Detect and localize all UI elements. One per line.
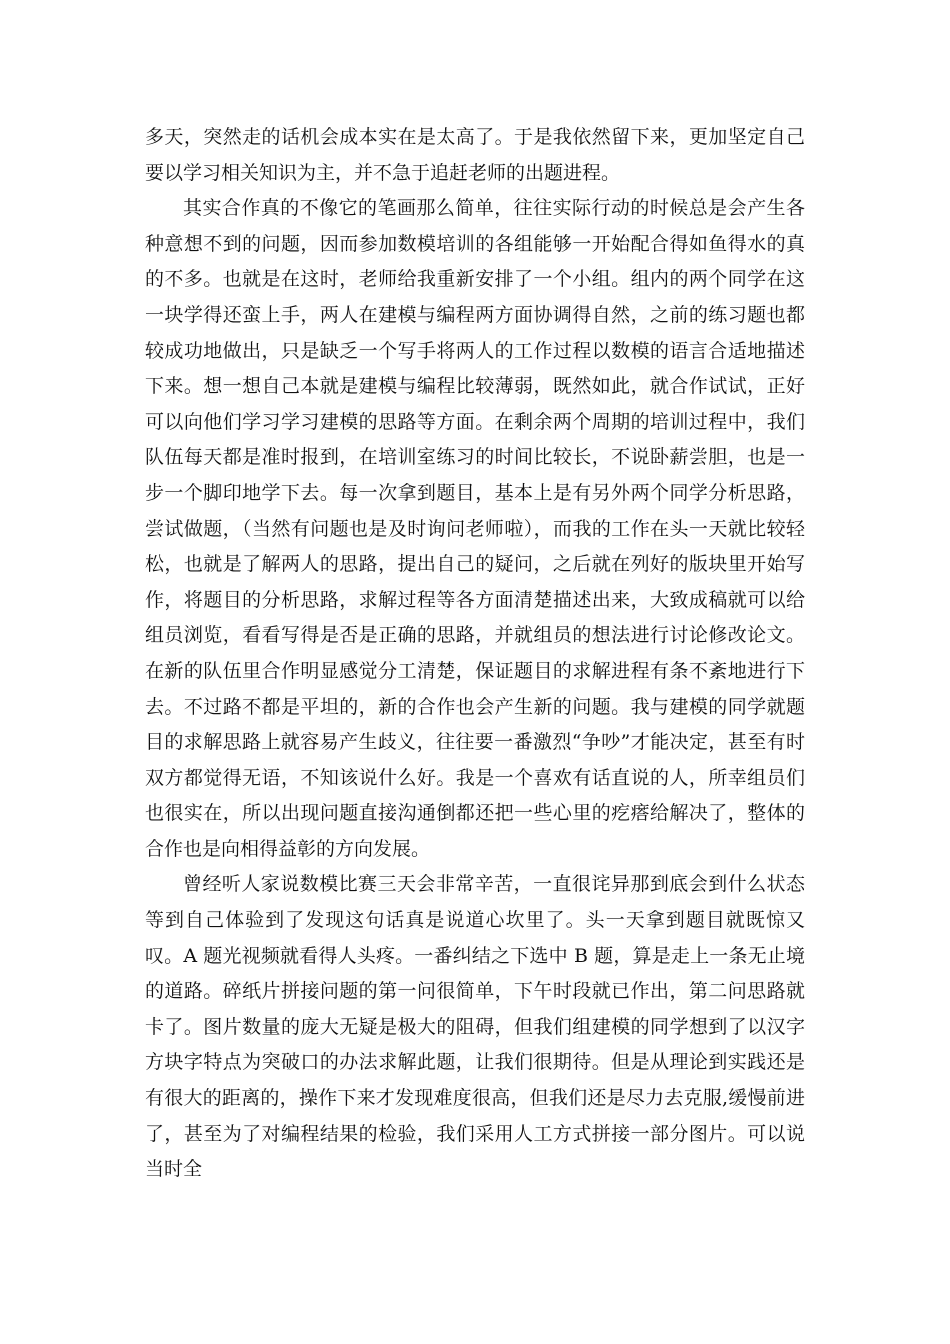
paragraph-3: 曾经听人家说数模比赛三天会非常辛苦，一直很诧异那到底会到什么状态等到自己体验到了发现这句话真是说道心坎里了。头一天拿到题目就既惊又叹。A 题光视频就看得人头疼。一番纠结之下选中 B 题，算是走上一条无止境的道路。碎纸片拼接问题的第一问很简单，下午时段就已作出，第二问思路就卡了。图片数量的庞大无疑是极大的阻碍，但我们组建模的同学想到了以汉字方块字特点为突破口的办法求解此题，让我们很期待。但是从理论到实践还是有很大的距离的，操作下来才发现难度很高，但我们还是尽力去克服,缓慢前进了，甚至为了对编程结果的检验，我们采用人工方式拼接一部分图片。可以说当时全	[145, 873, 805, 1181]
document-body	[145, 120, 805, 1188]
paragraph-1: 多天，突然走的话机会成本实在是太高了。于是我依然留下来，更加坚定自己要以学习相关知识为主，并不急于追赶老师的出题进程。	[145, 126, 805, 184]
paragraph-2: 其实合作真的不像它的笔画那么简单，往往实际行动的时候总是会产生各种意想不到的问题，因而参加数模培训的各组能够一开始配合得如鱼得水的真的不多。也就是在这时，老师给我重新安排了一个小组。组内的两个同学在这一块学得还蛮上手，两人在建模与编程两方面协调得自然，之前的练习题也都较成功地做出，只是缺乏一个写手将两人的工作过程以数模的语言合适地描述下来。想一想自己本就是建模与编程比较薄弱，既然如此，就合作试试，正好可以向他们学习学习建模的思路等方面。在剩余两个周期的培训过程中，我们队伍每天都是准时报到，在培训室练习的时间比较长，不说卧薪尝胆，也是一步一个脚印地学下去。每一次拿到题目，基本上是有另外两个同学分析思路，尝试做题，（当然有问题也是及时询问老师啦），而我的工作在头一天就比较轻松，也就是了解两人的思路，提出自己的疑问，之后就在列好的版块里开始写作，将题目的分析思路，求解过程等各方面清楚描述出来，大致成稿就可以给组员浏览，看看写得是否是正确的思路，并就组员的想法进行讨论修改论文。在新的队伍里合作明显感觉分工清楚，保证题目的求解进程有条不紊地进行下去。不过路不都是平坦的，新的合作也会产生新的问题。我与建模的同学就题目的求解思路上就容易产生歧义，往往要一番激烈“争吵”才能决定，甚至有时双方都觉得无语，不知该说什么好。我是一个喜欢有话直说的人，所幸组员们也很实在，所以出现问题直接沟通倒都还把一些心里的疙瘩给解决了，整体的合作也是向相得益彰的方向发展。	[145, 197, 805, 860]
